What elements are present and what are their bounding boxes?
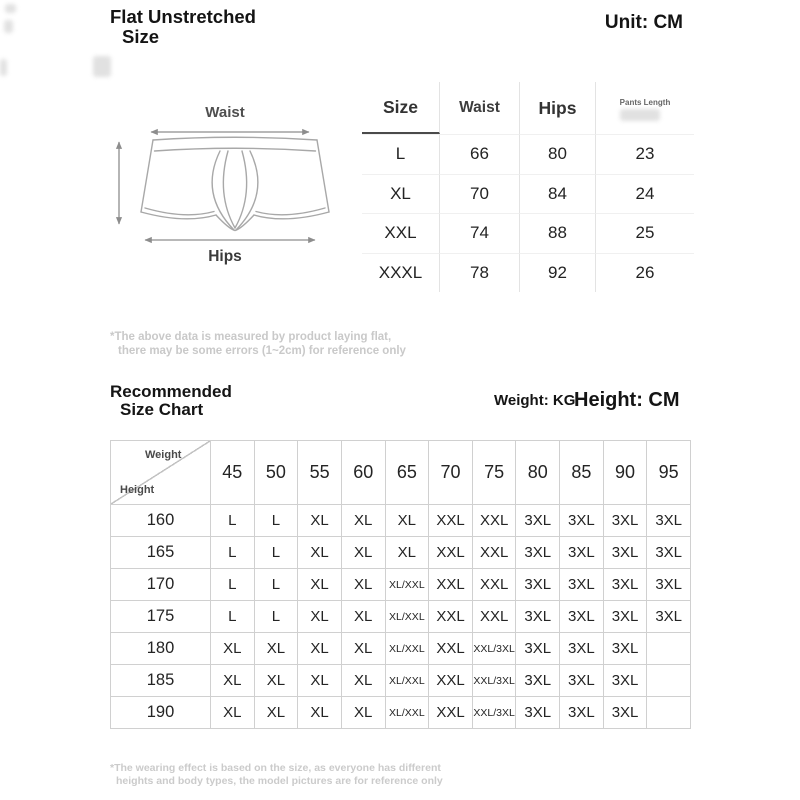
matrix-size-cell: 3XL bbox=[604, 665, 648, 697]
matrix-size-cell: 3XL bbox=[560, 569, 604, 601]
matrix-size-cell: 3XL bbox=[604, 633, 648, 665]
flat-size-title-line1: Flat Unstretched bbox=[110, 6, 256, 27]
matrix-size-cell: L bbox=[211, 537, 255, 569]
matrix-weight-header: 65 bbox=[386, 441, 430, 505]
artifact-mark bbox=[0, 59, 7, 76]
matrix-weight-header: 85 bbox=[560, 441, 604, 505]
matrix-size-cell: 3XL bbox=[560, 601, 604, 633]
flat-size-title-line2: Size bbox=[122, 25, 160, 47]
flat-table-value-cell: 78 bbox=[440, 253, 520, 293]
matrix-size-cell: L bbox=[255, 601, 299, 633]
matrix-size-cell: XL bbox=[298, 665, 342, 697]
matrix-size-cell: XL bbox=[342, 569, 386, 601]
matrix-height-header: 160 bbox=[111, 505, 211, 537]
matrix-size-cell: XL/XXL bbox=[386, 601, 430, 633]
flat-table-column-header: Pants Length bbox=[619, 98, 671, 107]
matrix-size-cell: XL bbox=[255, 633, 299, 665]
matrix-size-cell: 3XL bbox=[560, 537, 604, 569]
flat-table-value-cell: 80 bbox=[520, 134, 596, 174]
flat-table-value-cell: 88 bbox=[520, 213, 596, 253]
matrix-weight-header: 70 bbox=[429, 441, 473, 505]
matrix-size-cell: XL bbox=[386, 505, 430, 537]
boxer-shorts-drawing bbox=[95, 124, 355, 246]
flat-table-size-cell: L bbox=[362, 134, 440, 174]
flat-table-value-cell: 74 bbox=[440, 213, 520, 253]
matrix-size-cell bbox=[647, 697, 691, 729]
matrix-size-cell: 3XL bbox=[516, 601, 560, 633]
matrix-height-header: 170 bbox=[111, 569, 211, 601]
corner-weight-label: Weight bbox=[145, 449, 182, 461]
matrix-height-header: 180 bbox=[111, 633, 211, 665]
matrix-size-cell: XL bbox=[342, 697, 386, 729]
matrix-size-cell: XL bbox=[298, 537, 342, 569]
shorts-measurement-diagram bbox=[95, 104, 355, 270]
waist-label: Waist bbox=[205, 104, 245, 121]
flat-table-value-cell: 23 bbox=[596, 134, 694, 174]
artifact-mark bbox=[93, 56, 111, 77]
artifact-mark bbox=[620, 109, 660, 121]
matrix-height-header: 175 bbox=[111, 601, 211, 633]
matrix-size-cell: XL/XXL bbox=[386, 665, 430, 697]
recommended-note bbox=[110, 762, 443, 788]
matrix-size-cell: XL bbox=[298, 569, 342, 601]
matrix-corner-cell bbox=[111, 441, 211, 505]
matrix-size-cell: 3XL bbox=[516, 505, 560, 537]
matrix-weight-header: 95 bbox=[647, 441, 691, 505]
matrix-weight-header: 45 bbox=[211, 441, 255, 505]
matrix-size-cell: XXL/3XL bbox=[473, 665, 517, 697]
matrix-size-cell: L bbox=[211, 505, 255, 537]
recommended-note-line2: heights and body types, the model pictures are for reference only bbox=[116, 775, 443, 787]
matrix-size-cell: XL bbox=[298, 633, 342, 665]
matrix-size-cell: XL bbox=[342, 537, 386, 569]
matrix-weight-header: 55 bbox=[298, 441, 342, 505]
flat-table-size-cell: XXL bbox=[362, 213, 440, 253]
matrix-size-cell: 3XL bbox=[647, 569, 691, 601]
matrix-size-cell: XXL bbox=[429, 697, 473, 729]
matrix-size-cell: XXL bbox=[429, 665, 473, 697]
matrix-size-cell: 3XL bbox=[647, 537, 691, 569]
matrix-size-cell: XXL bbox=[473, 569, 517, 601]
matrix-size-cell: XXL bbox=[473, 537, 517, 569]
matrix-weight-header: 90 bbox=[604, 441, 648, 505]
matrix-size-cell: XL/XXL bbox=[386, 633, 430, 665]
matrix-size-cell: XL bbox=[342, 505, 386, 537]
matrix-size-cell: 3XL bbox=[604, 697, 648, 729]
flat-table-value-cell: 70 bbox=[440, 174, 520, 214]
matrix-size-cell: 3XL bbox=[516, 633, 560, 665]
matrix-height-header: 190 bbox=[111, 697, 211, 729]
matrix-size-cell: 3XL bbox=[560, 665, 604, 697]
flat-table-value-cell: 66 bbox=[440, 134, 520, 174]
matrix-size-cell: L bbox=[211, 601, 255, 633]
matrix-size-cell: XXL bbox=[429, 569, 473, 601]
recommended-title-line1: Recommended bbox=[110, 382, 232, 401]
matrix-size-cell: XL bbox=[211, 665, 255, 697]
recommended-size-matrix bbox=[110, 440, 691, 729]
matrix-size-cell: XXL bbox=[429, 601, 473, 633]
matrix-size-cell: 3XL bbox=[560, 697, 604, 729]
matrix-size-cell: XL bbox=[386, 537, 430, 569]
flat-table-value-cell: 26 bbox=[596, 253, 694, 293]
matrix-size-cell: 3XL bbox=[516, 665, 560, 697]
matrix-weight-header: 50 bbox=[255, 441, 299, 505]
matrix-size-cell: XL bbox=[298, 601, 342, 633]
recommended-title bbox=[110, 383, 232, 418]
matrix-size-cell: XL bbox=[342, 665, 386, 697]
matrix-size-cell: 3XL bbox=[647, 505, 691, 537]
flat-table-size-cell: XXXL bbox=[362, 253, 440, 293]
matrix-size-cell: XXL bbox=[429, 505, 473, 537]
matrix-size-cell: XL bbox=[298, 505, 342, 537]
unit-cm-label: Unit: CM bbox=[604, 12, 683, 33]
artifact-mark bbox=[5, 4, 16, 13]
flat-table-size-cell: XL bbox=[362, 174, 440, 214]
flat-table-value-cell: 84 bbox=[520, 174, 596, 214]
flat-table-value-cell: 24 bbox=[596, 174, 694, 214]
matrix-size-cell: 3XL bbox=[560, 633, 604, 665]
height-unit-label: Height: CM bbox=[574, 389, 680, 411]
flat-table-column-header: Waist bbox=[440, 82, 520, 134]
flat-size-note-line1: *The above data is measured by product laying flat, bbox=[110, 331, 392, 343]
matrix-size-cell: XXL bbox=[429, 537, 473, 569]
matrix-size-cell: L bbox=[255, 537, 299, 569]
flat-table-column-header: Size bbox=[362, 82, 440, 134]
matrix-height-header: 185 bbox=[111, 665, 211, 697]
matrix-size-cell: L bbox=[255, 569, 299, 601]
corner-height-label: Height bbox=[120, 484, 155, 496]
artifact-mark bbox=[4, 20, 13, 33]
flat-table-value-cell: 25 bbox=[596, 213, 694, 253]
matrix-size-cell: 3XL bbox=[516, 697, 560, 729]
matrix-size-cell bbox=[647, 633, 691, 665]
matrix-size-cell: XL/XXL bbox=[386, 569, 430, 601]
matrix-size-cell: XL bbox=[255, 665, 299, 697]
matrix-size-cell: XL bbox=[255, 697, 299, 729]
flat-size-note bbox=[110, 331, 406, 358]
matrix-size-cell bbox=[647, 665, 691, 697]
matrix-weight-header: 80 bbox=[516, 441, 560, 505]
matrix-size-cell: XXL bbox=[473, 505, 517, 537]
matrix-size-cell: 3XL bbox=[604, 505, 648, 537]
matrix-size-cell: 3XL bbox=[604, 537, 648, 569]
matrix-size-cell: XXL/3XL bbox=[473, 633, 517, 665]
flat-table-column-header: Hips bbox=[520, 82, 596, 134]
matrix-size-cell: XL bbox=[298, 697, 342, 729]
matrix-height-header: 165 bbox=[111, 537, 211, 569]
matrix-weight-header: 60 bbox=[342, 441, 386, 505]
matrix-size-cell: XXL/3XL bbox=[473, 697, 517, 729]
matrix-size-cell: L bbox=[211, 569, 255, 601]
hips-label: Hips bbox=[208, 248, 242, 265]
flat-size-title bbox=[110, 7, 256, 46]
matrix-size-cell: 3XL bbox=[516, 537, 560, 569]
recommended-note-line1: *The wearing effect is based on the size, as everyone has different bbox=[110, 762, 441, 774]
matrix-size-cell: XXL bbox=[473, 601, 517, 633]
flat-size-table bbox=[362, 82, 694, 292]
matrix-size-cell: XL/XXL bbox=[386, 697, 430, 729]
matrix-size-cell: XL bbox=[211, 697, 255, 729]
matrix-size-cell: L bbox=[255, 505, 299, 537]
matrix-size-cell: 3XL bbox=[604, 569, 648, 601]
matrix-size-cell: 3XL bbox=[560, 505, 604, 537]
shorts-outline bbox=[141, 137, 329, 230]
matrix-size-cell: XL bbox=[211, 633, 255, 665]
matrix-weight-header: 75 bbox=[473, 441, 517, 505]
matrix-size-cell: 3XL bbox=[647, 601, 691, 633]
matrix-size-cell: 3XL bbox=[516, 569, 560, 601]
flat-table-value-cell: 92 bbox=[520, 253, 596, 293]
matrix-size-cell: XXL bbox=[429, 633, 473, 665]
weight-unit-label: Weight: KG bbox=[494, 392, 576, 409]
recommended-title-line2: Size Chart bbox=[120, 399, 204, 419]
matrix-size-cell: XL bbox=[342, 633, 386, 665]
matrix-size-cell: 3XL bbox=[604, 601, 648, 633]
flat-size-note-line2: there may be some errors (1~2cm) for reference only bbox=[118, 344, 406, 357]
matrix-size-cell: XL bbox=[342, 601, 386, 633]
